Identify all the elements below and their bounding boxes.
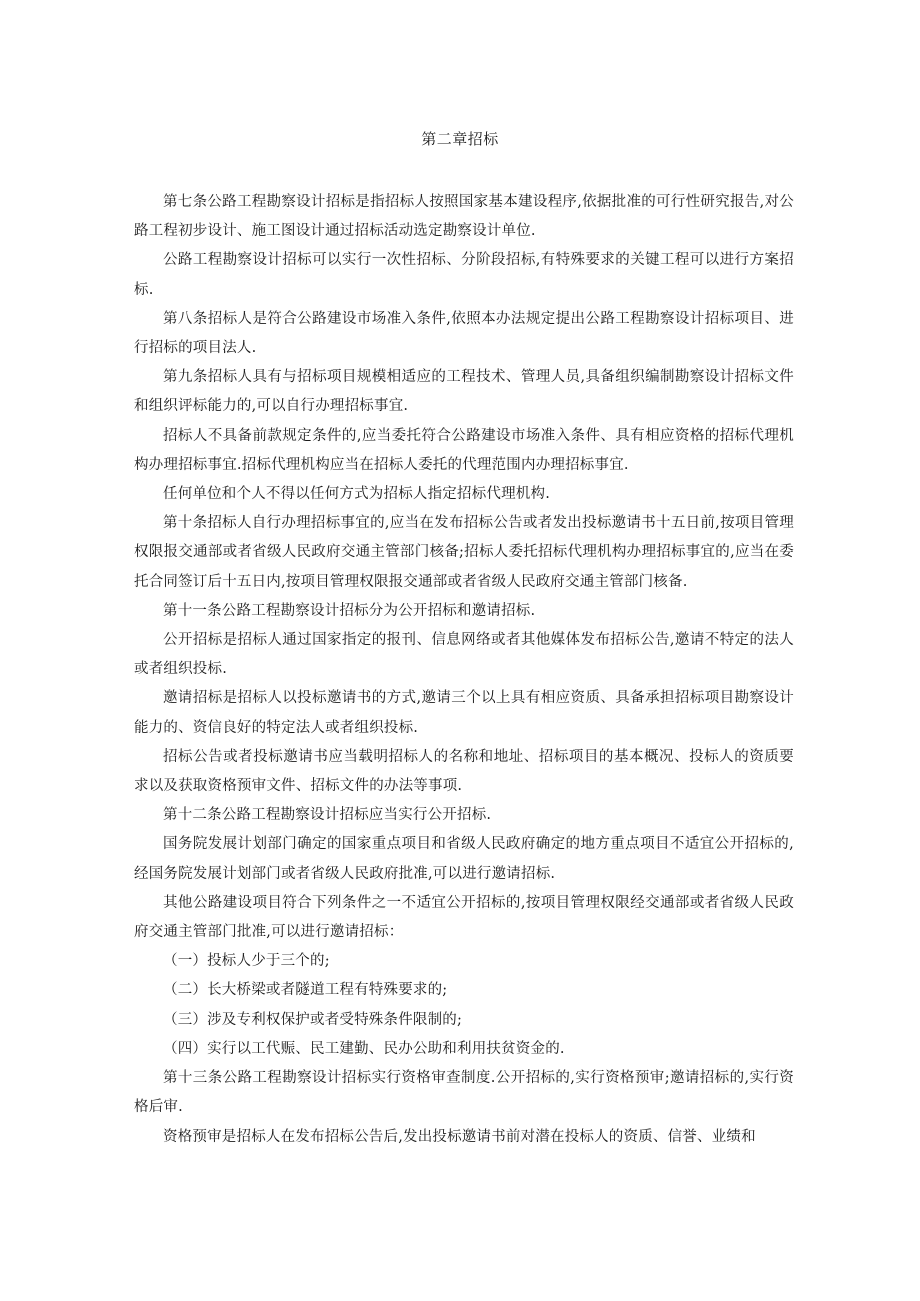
paragraph: 公开招标是招标人通过国家指定的报刊、信息网络或者其他媒体发布招标公告,邀请不特定的法人或者组织投标. <box>134 632 794 678</box>
paragraph: 其他公路建设项目符合下列条件之一不适宜公开招标的,按项目管理权限经交通部或者省级人民政府交通主管部门批准,可以进行邀请招标： <box>134 894 794 941</box>
paragraph: 公路工程勘察设计招标可以实行一次性招标、分阶段招标,有特殊要求的关键工程可以进行方案招标. <box>134 252 794 298</box>
chapter-title: 第二章招标 <box>421 130 499 148</box>
paragraph: 资格预审是招标人在发布招标公告后,发出投标邀请书前对潜在投标人的资质、信誉、业绩和 <box>163 1128 756 1145</box>
paragraph: 招标人不具备前款规定条件的,应当委托符合公路建设市场准入条件、具有相应资格的招标代理机构办理招标事宜.招标代理机构应当在招标人委托的代理范围内办理招标事宜. <box>134 427 794 473</box>
paragraph: 第八条招标人是符合公路建设市场准入条件,依照本办法规定提出公路工程勘察设计招标项目、进行招标的项目法人. <box>134 310 794 357</box>
paragraph: 第九条招标人具有与招标项目规模相适应的工程技术、管理人员,具备组织编制勘察设计招标文件和组织评标能力的,可以自行办理招标事宜. <box>134 369 794 415</box>
paragraph: 国务院发展计划部门确定的国家重点项目和省级人民政府确定的地方重点项目不适宜公开招标的,经国务院发展计划部门或者省级人民政府批准,可以进行邀请招标. <box>134 836 794 882</box>
paragraph: 任何单位和个人不得以任何方式为招标人指定招标代理机构. <box>163 486 551 503</box>
paragraph: 第十二条公路工程勘察设计招标应当实行公开招标. <box>163 807 492 824</box>
condition-item: （四）实行以工代赈、民工建勤、民办公助和利用扶贫资金的. <box>163 1040 565 1057</box>
paragraph: 邀请招标是招标人以投标邀请书的方式,邀请三个以上具有相应资质、具备承担招标项目勘察设计能力的、资信良好的特定法人或者组织投标. <box>134 690 794 736</box>
document-body <box>134 188 794 1152</box>
paragraph: 招标公告或者投标邀请书应当载明招标人的名称和地址、招标项目的基本概况、投标人的资质要求以及获取资格预审文件、招标文件的办法等事项. <box>134 748 794 795</box>
condition-item: （一）投标人少于三个的; <box>163 953 330 970</box>
paragraph: 第十一条公路工程勘察设计招标分为公开招标和邀请招标. <box>163 602 536 619</box>
condition-item: （二）长大桥梁或者隧道工程有特殊要求的; <box>163 982 448 999</box>
condition-item: （三）涉及专利权保护或者受特殊条件限制的; <box>163 1011 463 1028</box>
paragraph: 第十条招标人自行办理招标事宜的,应当在发布招标公告或者发出投标邀请书十五日前,按项目管理权限报交通部或者省级人民政府交通主管部门核备;招标人委托招标代理机构办理招标事宜的,应当在委托合同签订后十五日内,按项目管理权限报交通部或者省级人民政府交通主管部门核备. <box>134 515 794 590</box>
paragraph: 第七条公路工程勘察设计招标是指招标人按照国家基本建设程序,依据批准的可行性研究报告,对公路工程初步设计、施工图设计通过招标活动选定勘察设计单位. <box>134 194 794 240</box>
paragraph: 第十三条公路工程勘察设计招标实行资格审查制度.公开招标的,实行资格预审;邀请招标的,实行资格后审. <box>134 1070 794 1116</box>
